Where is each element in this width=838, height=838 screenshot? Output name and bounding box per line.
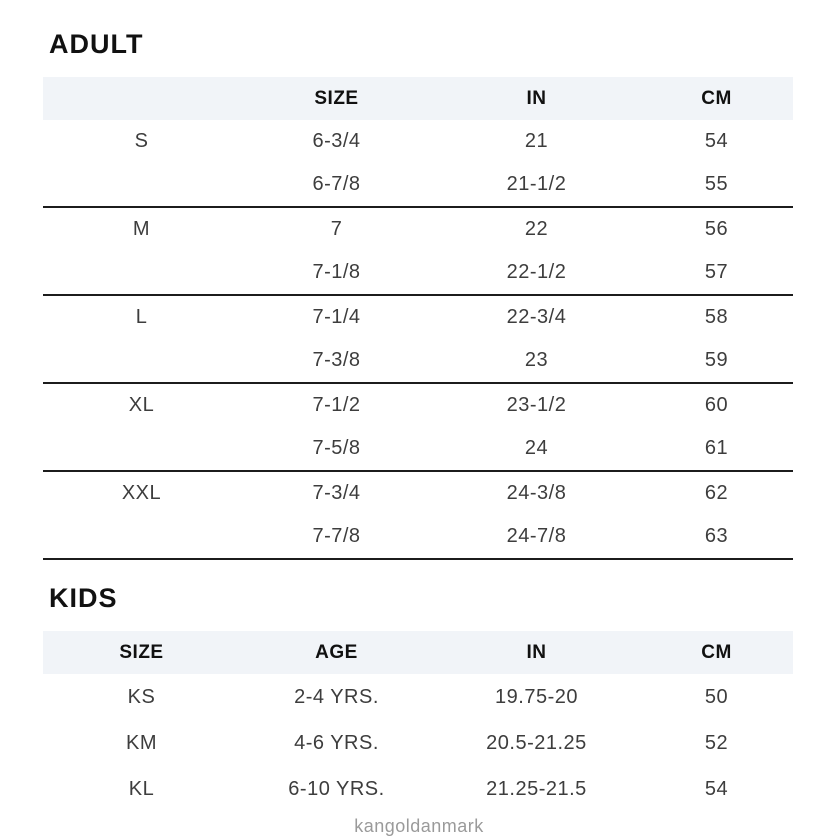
cm-cell: 55 xyxy=(704,173,729,195)
adult-column-header-cm: CM xyxy=(640,77,793,120)
adult-column-header-in: IN xyxy=(433,77,640,120)
adult-column-header-size: SIZE xyxy=(240,77,433,120)
size-group-label-empty xyxy=(43,427,240,471)
inches-cell: 22 xyxy=(524,218,549,240)
kids-column-header-in: IN xyxy=(433,631,640,674)
adult-size-table xyxy=(43,77,793,560)
adult-group-s xyxy=(43,120,793,207)
inches-cell: 24-7/8 xyxy=(506,525,567,547)
size-group-label: L xyxy=(135,306,148,328)
table-row xyxy=(43,766,793,812)
kids-column-header-cm: CM xyxy=(640,631,793,674)
cm-cell: 59 xyxy=(704,349,729,371)
inches-cell: 24-3/8 xyxy=(506,482,567,504)
table-row xyxy=(43,120,793,163)
inches-cell: 19.75-20 xyxy=(495,685,578,708)
inches-cell: 23-1/2 xyxy=(506,394,567,416)
size-group-label-empty xyxy=(43,251,240,295)
kids-size-table xyxy=(43,631,793,812)
kids-size-label: KL xyxy=(128,777,155,800)
inches-cell: 21.25-21.5 xyxy=(486,777,587,800)
inches-cell: 22-1/2 xyxy=(506,261,567,283)
size-group-label: XXL xyxy=(121,482,162,504)
table-row xyxy=(43,720,793,766)
cm-cell: 54 xyxy=(704,130,729,152)
kids-column-header-size: SIZE xyxy=(43,631,240,674)
kids-section-title: KIDS xyxy=(49,583,118,613)
inches-cell: 21-1/2 xyxy=(506,173,567,195)
inches-cell: 20.5-21.25 xyxy=(486,731,587,754)
adult-group-l xyxy=(43,295,793,383)
kids-header-row xyxy=(43,631,793,674)
cm-cell: 57 xyxy=(704,261,729,283)
table-row xyxy=(43,471,793,515)
size-group-label: M xyxy=(132,218,151,240)
cm-cell: 62 xyxy=(704,482,729,504)
inches-cell: 24 xyxy=(524,437,549,459)
adult-group-xxl xyxy=(43,471,793,559)
table-row xyxy=(43,339,793,383)
size-cell: 6-7/8 xyxy=(312,173,361,195)
table-row xyxy=(43,427,793,471)
table-row xyxy=(43,383,793,427)
inches-cell: 21 xyxy=(524,130,549,152)
adult-section-title: ADULT xyxy=(49,29,144,59)
kids-size-label: KS xyxy=(127,685,156,708)
cm-cell: 60 xyxy=(704,394,729,416)
size-cell: 7-1/8 xyxy=(312,261,361,283)
table-row xyxy=(43,515,793,559)
age-cell: 2-4 YRS. xyxy=(294,685,379,708)
cm-cell: 56 xyxy=(704,218,729,240)
table-row xyxy=(43,295,793,339)
cm-cell: 63 xyxy=(704,525,729,547)
table-row xyxy=(43,251,793,295)
table-row xyxy=(43,163,793,207)
age-cell: 4-6 YRS. xyxy=(294,731,379,754)
size-group-label-empty xyxy=(43,339,240,383)
size-cell: 6-3/4 xyxy=(312,130,361,152)
cm-cell: 54 xyxy=(704,777,729,800)
brand-watermark: kangoldanmark xyxy=(354,816,484,836)
adult-column-header-blank xyxy=(43,77,240,120)
kids-size-label: KM xyxy=(126,731,157,754)
table-row xyxy=(43,207,793,251)
size-cell: 7-5/8 xyxy=(312,437,361,459)
age-cell: 6-10 YRS. xyxy=(288,777,385,800)
size-group-label-empty xyxy=(43,163,240,207)
size-cell: 7-3/8 xyxy=(312,349,361,371)
adult-header-row xyxy=(43,77,793,120)
size-cell: 7 xyxy=(330,218,343,240)
cm-cell: 58 xyxy=(704,306,729,328)
inches-cell: 22-3/4 xyxy=(506,306,567,328)
cm-cell: 61 xyxy=(704,437,729,459)
size-cell: 7-1/2 xyxy=(312,394,361,416)
cm-cell: 52 xyxy=(704,731,729,754)
size-cell: 7-3/4 xyxy=(312,482,361,504)
cm-cell: 50 xyxy=(704,685,729,708)
size-group-label: XL xyxy=(128,394,155,416)
size-group-label-empty xyxy=(43,515,240,559)
adult-group-xl xyxy=(43,383,793,471)
size-group-label: S xyxy=(134,130,149,152)
adult-group-m xyxy=(43,207,793,295)
inches-cell: 23 xyxy=(524,349,549,371)
size-cell: 7-7/8 xyxy=(312,525,361,547)
kids-column-header-age: AGE xyxy=(240,631,433,674)
table-row xyxy=(43,674,793,720)
size-cell: 7-1/4 xyxy=(312,306,361,328)
